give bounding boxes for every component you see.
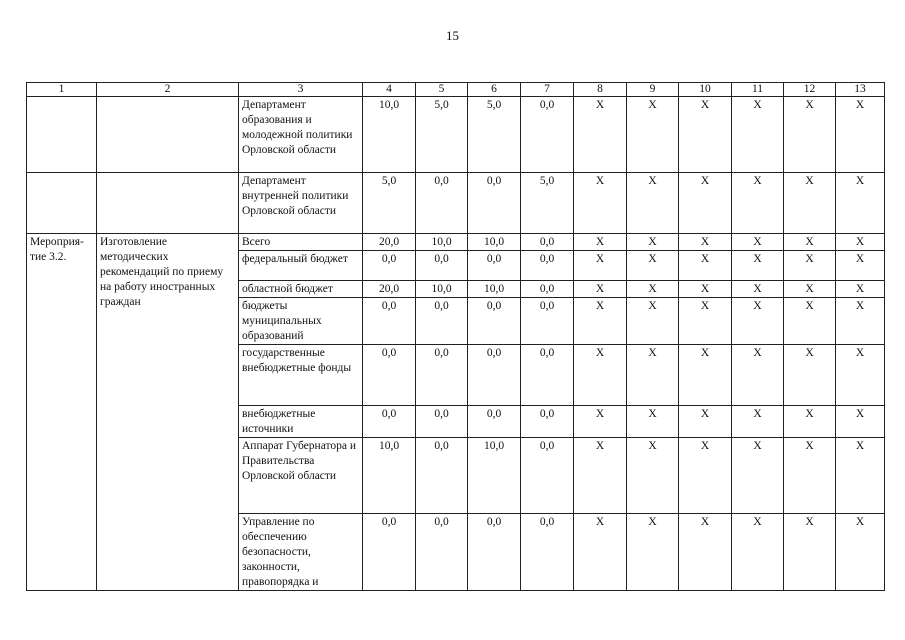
cell-source: Аппарат Губернатора и Правительства Орловской области (239, 438, 363, 514)
column-number-row (27, 83, 885, 97)
cell-mark: Х (732, 173, 784, 234)
cell-mark: Х (574, 251, 627, 281)
cell-source: государственные внебюджетные фонды (239, 345, 363, 406)
cell-mark: Х (836, 514, 885, 591)
cell-mark: Х (574, 281, 627, 298)
cell-source: внебюджетные источники (239, 406, 363, 438)
page-number: 15 (446, 28, 459, 43)
cell-mark: Х (574, 438, 627, 514)
column-header: 10 (679, 83, 732, 97)
cell-value: 0,0 (363, 514, 416, 591)
column-header: 2 (97, 83, 239, 97)
cell-value: 10,0 (468, 438, 521, 514)
column-header: 9 (627, 83, 679, 97)
cell-mark: Х (784, 97, 836, 173)
cell-source: федеральный бюджет (239, 251, 363, 281)
cell-mark: Х (679, 406, 732, 438)
cell-mark: Х (732, 251, 784, 281)
cell-value: 0,0 (468, 298, 521, 345)
budget-table (26, 82, 885, 591)
cell-mark: Х (679, 234, 732, 251)
cell-mark: Х (574, 97, 627, 173)
cell-mark: Х (784, 281, 836, 298)
cell-value: 0,0 (363, 298, 416, 345)
cell-value: 0,0 (521, 281, 574, 298)
cell-mark: Х (627, 234, 679, 251)
cell-mark: Х (836, 298, 885, 345)
cell-value: 0,0 (416, 514, 468, 591)
cell-value: 10,0 (363, 438, 416, 514)
cell-mark: Х (784, 345, 836, 406)
cell-source: бюджеты муниципальных образований (239, 298, 363, 345)
cell-mark: Х (784, 173, 836, 234)
cell-mark: Х (679, 251, 732, 281)
column-header: 6 (468, 83, 521, 97)
cell-mark: Х (784, 438, 836, 514)
cell-description (97, 173, 239, 234)
column-header: 13 (836, 83, 885, 97)
cell-mark: Х (627, 251, 679, 281)
cell-mark: Х (627, 281, 679, 298)
cell-mark: Х (679, 97, 732, 173)
cell-mark: Х (574, 406, 627, 438)
column-header: 4 (363, 83, 416, 97)
cell-mark: Х (679, 438, 732, 514)
cell-mark: Х (836, 281, 885, 298)
cell-value: 0,0 (468, 345, 521, 406)
cell-mark: Х (574, 234, 627, 251)
cell-mark: Х (679, 345, 732, 406)
cell-value: 0,0 (521, 438, 574, 514)
cell-mark: Х (732, 234, 784, 251)
cell-value: 0,0 (521, 514, 574, 591)
cell-mark: Х (836, 406, 885, 438)
cell-mark: Х (574, 173, 627, 234)
cell-value: 0,0 (416, 298, 468, 345)
cell-source: Всего (239, 234, 363, 251)
cell-activity-id: Мероприя-тие 3.2. (27, 234, 97, 591)
cell-source: Департамент образования и молодежной политики Орловской области (239, 97, 363, 173)
cell-mark: Х (679, 281, 732, 298)
cell-mark: Х (627, 514, 679, 591)
cell-value: 5,0 (363, 173, 416, 234)
cell-mark: Х (627, 345, 679, 406)
cell-description (97, 97, 239, 173)
cell-value: 10,0 (363, 97, 416, 173)
table-row (27, 173, 885, 234)
cell-value: 0,0 (416, 345, 468, 406)
cell-mark: Х (732, 345, 784, 406)
cell-mark: Х (679, 173, 732, 234)
column-header: 1 (27, 83, 97, 97)
cell-mark: Х (574, 298, 627, 345)
cell-mark: Х (732, 97, 784, 173)
cell-value: 0,0 (521, 234, 574, 251)
cell-mark: Х (732, 298, 784, 345)
column-header: 7 (521, 83, 574, 97)
cell-mark: Х (836, 97, 885, 173)
cell-mark: Х (836, 173, 885, 234)
cell-mark: Х (784, 251, 836, 281)
cell-value: 0,0 (521, 251, 574, 281)
cell-value: 0,0 (363, 345, 416, 406)
table-row (27, 97, 885, 173)
cell-source: Управление по обеспечению безопасности, законности, правопорядка и (239, 514, 363, 591)
cell-mark: Х (836, 251, 885, 281)
cell-source: Департамент внутренней политики Орловской области (239, 173, 363, 234)
cell-value: 20,0 (363, 281, 416, 298)
cell-mark: Х (784, 406, 836, 438)
cell-activity (27, 97, 97, 173)
cell-mark: Х (732, 406, 784, 438)
cell-mark: Х (836, 234, 885, 251)
cell-value: 0,0 (521, 298, 574, 345)
column-header: 8 (574, 83, 627, 97)
cell-mark: Х (679, 298, 732, 345)
cell-value: 5,0 (468, 97, 521, 173)
cell-source: областной бюджет (239, 281, 363, 298)
cell-activity (27, 173, 97, 234)
cell-mark: Х (732, 514, 784, 591)
cell-mark: Х (732, 438, 784, 514)
cell-value: 20,0 (363, 234, 416, 251)
cell-value: 0,0 (416, 251, 468, 281)
cell-mark: Х (574, 345, 627, 406)
cell-value: 5,0 (416, 97, 468, 173)
cell-value: 0,0 (363, 406, 416, 438)
cell-value: 0,0 (468, 173, 521, 234)
cell-value: 0,0 (521, 345, 574, 406)
cell-value: 0,0 (416, 438, 468, 514)
cell-value: 10,0 (468, 281, 521, 298)
column-header: 11 (732, 83, 784, 97)
column-header: 3 (239, 83, 363, 97)
cell-value: 0,0 (416, 173, 468, 234)
cell-value: 0,0 (468, 514, 521, 591)
cell-value: 10,0 (468, 234, 521, 251)
cell-mark: Х (784, 234, 836, 251)
cell-value: 0,0 (363, 251, 416, 281)
column-header: 12 (784, 83, 836, 97)
cell-mark: Х (627, 298, 679, 345)
cell-mark: Х (627, 173, 679, 234)
cell-value: 0,0 (521, 97, 574, 173)
table-row (27, 234, 885, 251)
cell-mark: Х (784, 514, 836, 591)
cell-value: 0,0 (521, 406, 574, 438)
cell-mark: Х (784, 298, 836, 345)
column-header: 5 (416, 83, 468, 97)
cell-value: 10,0 (416, 281, 468, 298)
cell-mark: Х (627, 406, 679, 438)
cell-mark: Х (836, 438, 885, 514)
cell-mark: Х (836, 345, 885, 406)
cell-value: 10,0 (416, 234, 468, 251)
cell-mark: Х (627, 97, 679, 173)
cell-activity-description: Изготовление методических рекомендаций по приему на работу иностранных граждан (97, 234, 239, 591)
cell-value: 0,0 (468, 251, 521, 281)
cell-value: 0,0 (416, 406, 468, 438)
cell-mark: Х (574, 514, 627, 591)
cell-mark: Х (732, 281, 784, 298)
cell-value: 0,0 (468, 406, 521, 438)
cell-mark: Х (679, 514, 732, 591)
cell-value: 5,0 (521, 173, 574, 234)
cell-mark: Х (627, 438, 679, 514)
